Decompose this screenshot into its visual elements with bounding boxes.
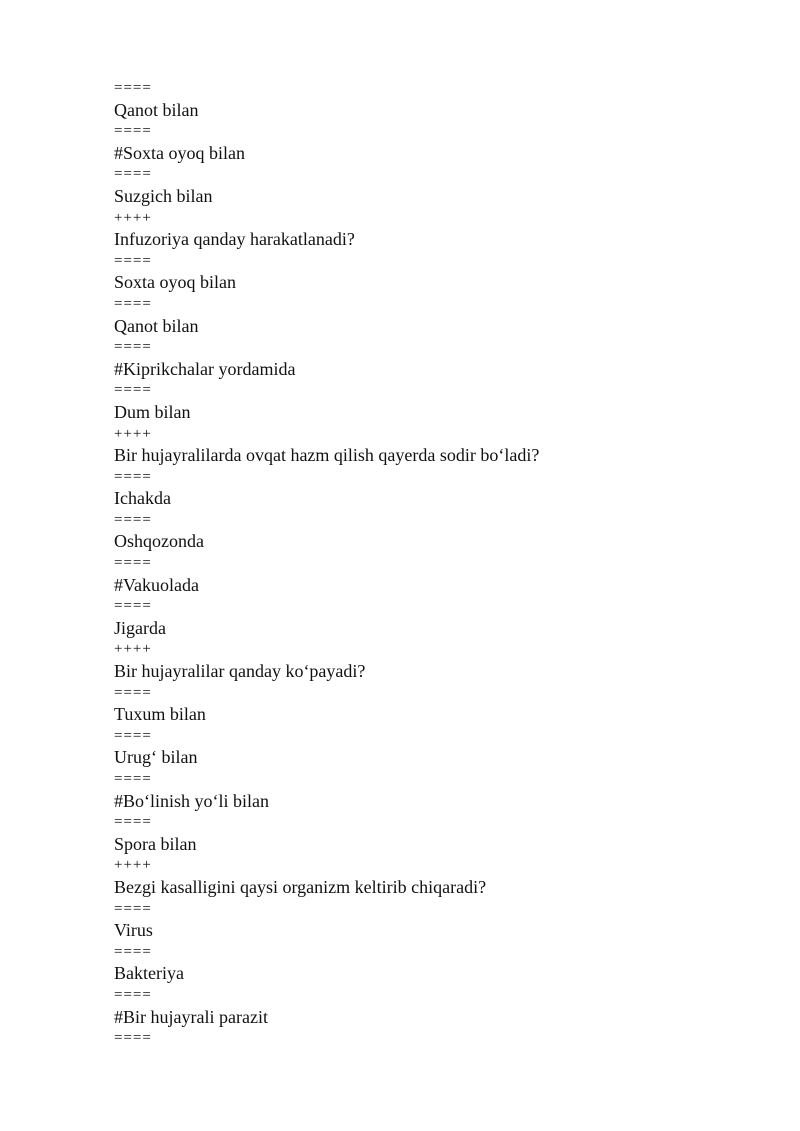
- question-separator: ++++: [114, 425, 152, 442]
- separator-line: ====: [114, 511, 152, 528]
- answer-option: Tuxum bilan: [114, 704, 206, 725]
- question-separator: ++++: [114, 857, 152, 874]
- question-text: Bezgi kasalligini qaysi organizm keltirib chiqaradi?: [114, 876, 487, 897]
- separator-line: ====: [114, 382, 152, 399]
- answer-option: Ichakda: [114, 488, 171, 509]
- answer-option: Soxta oyoq bilan: [114, 272, 236, 293]
- answer-option: Suzgich bilan: [114, 185, 213, 206]
- answer-option: Virus: [114, 920, 153, 941]
- answer-option: Bakteriya: [114, 963, 184, 984]
- separator-line: ====: [114, 900, 152, 917]
- separator-line: ====: [114, 555, 152, 572]
- answer-option-correct: #Bo‘linish yo‘li bilan: [114, 790, 269, 811]
- separator-line: ====: [114, 295, 152, 312]
- separator-line: ====: [114, 468, 152, 485]
- question-separator: ++++: [114, 641, 152, 658]
- separator-line: ====: [114, 1030, 152, 1047]
- separator-line: ====: [114, 339, 152, 356]
- separator-line: ====: [114, 80, 152, 96]
- separator-line: ====: [114, 771, 152, 787]
- separator-line: ====: [114, 943, 152, 960]
- separator-line: ====: [114, 166, 152, 183]
- question-text: Bir hujayralilarda ovqat hazm qilish qayerda sodir bo‘ladi?: [114, 445, 540, 466]
- answer-option-correct: #Bir hujayrali parazit: [114, 1006, 268, 1027]
- document-page: [114, 78, 754, 1050]
- answer-option: Qanot bilan: [114, 315, 199, 336]
- question-text: Infuzoriya qanday harakatlanadi?: [114, 229, 355, 250]
- separator-line: ====: [114, 814, 152, 831]
- answer-option-correct: #Soxta oyoq bilan: [114, 142, 245, 163]
- separator-line: ====: [114, 727, 152, 744]
- answer-option-correct: #Kiprikchalar yordamida: [114, 358, 296, 379]
- separator-line: ====: [114, 598, 152, 615]
- answer-option: Urug‘ bilan: [114, 747, 198, 768]
- separator-line: ====: [114, 123, 152, 140]
- answer-option: Dum bilan: [114, 401, 191, 422]
- answer-option: Oshqozonda: [114, 531, 204, 552]
- separator-line: ====: [114, 684, 152, 701]
- question-separator: ++++: [114, 209, 152, 226]
- answer-option: Spora bilan: [114, 833, 197, 854]
- separator-line: ====: [114, 986, 152, 1003]
- question-text: Bir hujayralilar qanday ko‘payadi?: [114, 661, 366, 682]
- answer-option-correct: #Vakuolada: [114, 574, 199, 595]
- answer-option: Jigarda: [114, 617, 166, 638]
- separator-line: ====: [114, 252, 152, 269]
- answer-option: Qanot bilan: [114, 99, 199, 120]
